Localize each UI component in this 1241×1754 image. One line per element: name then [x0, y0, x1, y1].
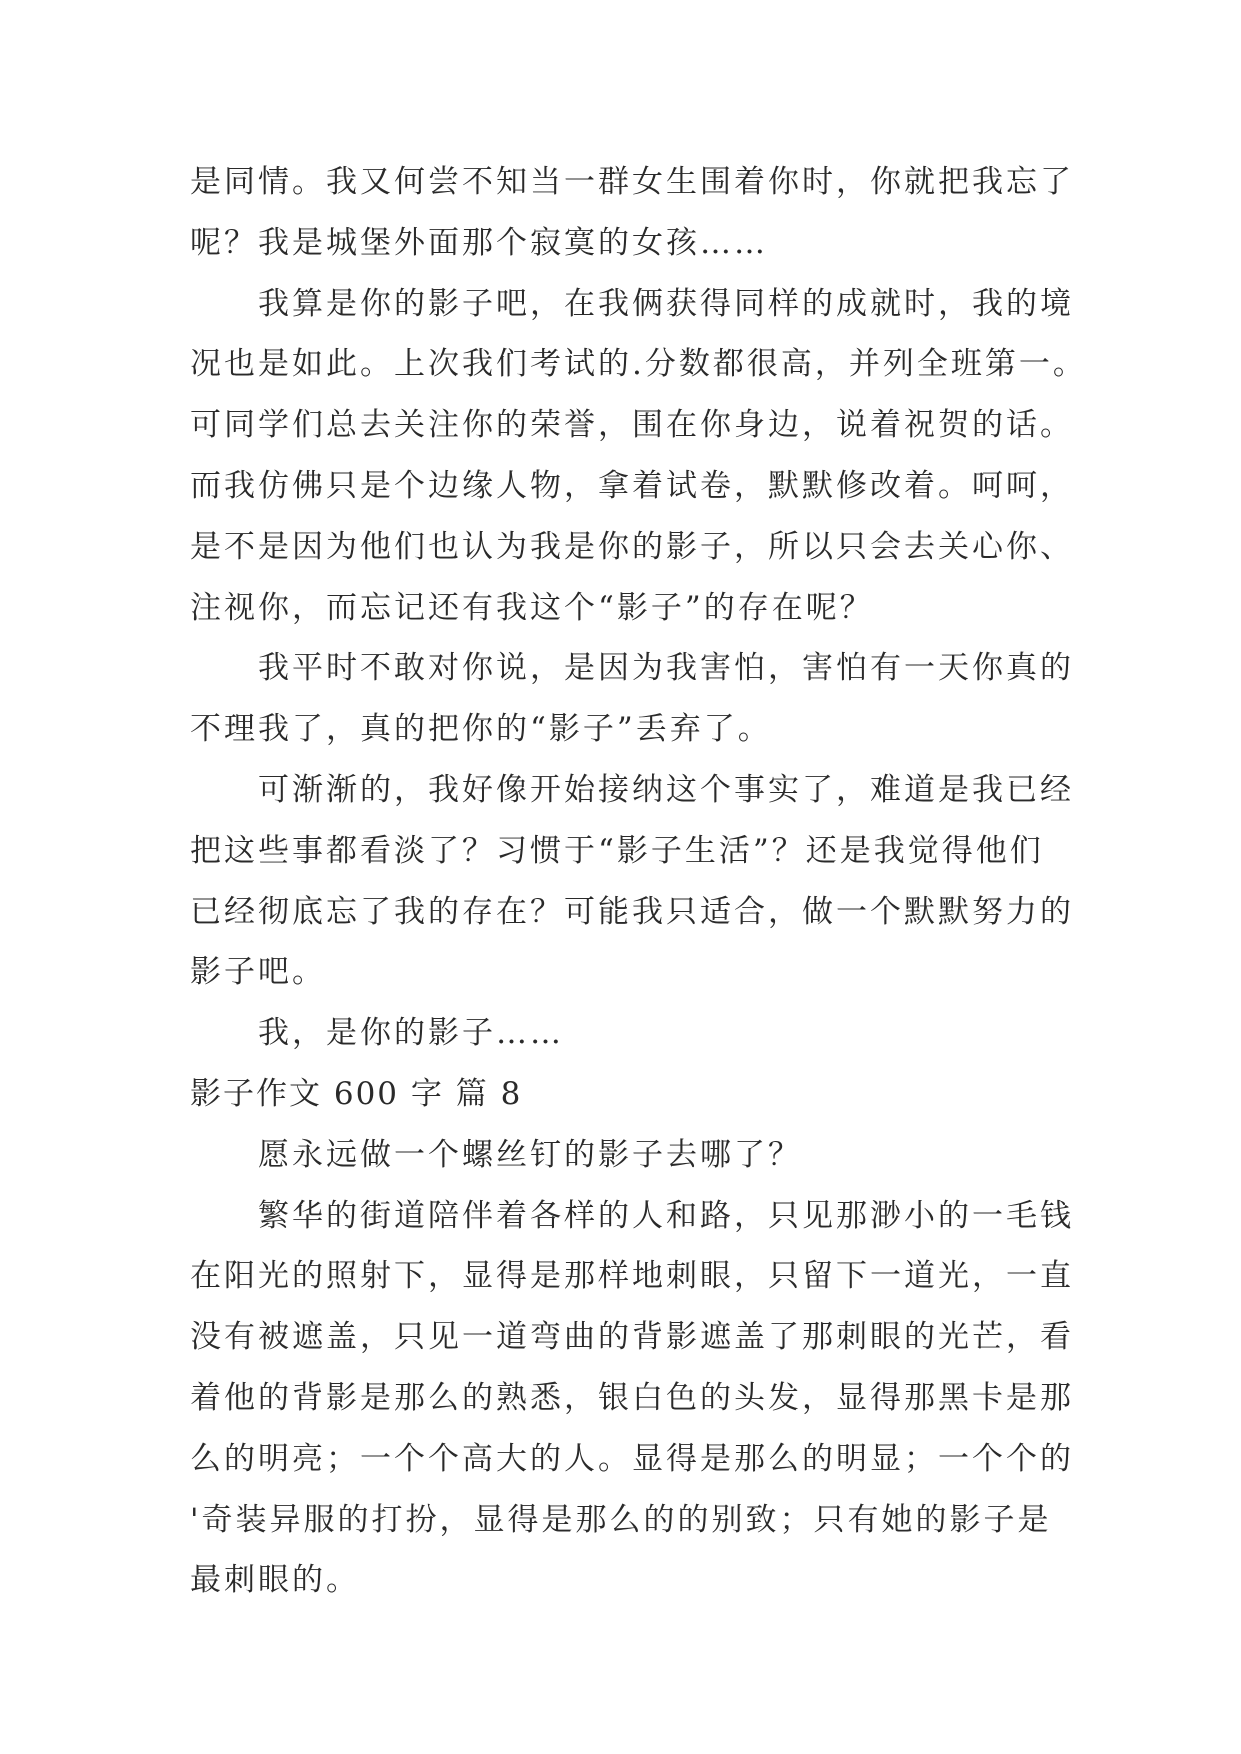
document-body: [190, 152, 1087, 1611]
text-line: 最刺眼的。: [190, 1562, 360, 1599]
text-line: 况也是如此。上次我们考试的.分数都很高，并列全班第一。: [190, 346, 1087, 383]
text-line: '奇装异服的打扮，显得是那么的的别致；只有她的影子是: [190, 1501, 1052, 1538]
paragraph-start-line: 我平时不敢对你说，是因为我害怕，害怕有一天你真的: [258, 650, 1074, 687]
paragraph-start-line: 可渐渐的，我好像开始接纳这个事实了，难道是我已经: [258, 771, 1074, 808]
text-line: 而我仿佛只是个边缘人物，拿着试卷，默默修改着。呵呵，: [190, 467, 1074, 504]
text-line: 把这些事都看淡了？习惯于“影子生活”？还是我觉得他们: [190, 832, 1044, 869]
text-line: 没有被遮盖，只见一道弯曲的背影遮盖了那刺眼的光芒，看: [190, 1319, 1074, 1356]
paragraph-start-line: 我算是你的影子吧，在我俩获得同样的成就时，我的境: [258, 285, 1074, 322]
text-line: 着他的背影是那么的熟悉，银白色的头发，显得那黑卡是那: [190, 1379, 1074, 1416]
text-line: 在阳光的照射下，显得是那样地刺眼，只留下一道光，一直: [190, 1258, 1074, 1295]
text-line: 注视你，而忘记还有我这个“影子”的存在呢？: [190, 589, 874, 626]
text-line: 呢？我是城堡外面那个寂寞的女孩……: [190, 224, 768, 261]
text-line: 不理我了，真的把你的“影子”丢弃了。: [190, 711, 772, 748]
section-heading: 影子作文 600 字 篇 8: [190, 1075, 523, 1112]
paragraph-start-line: 愿永远做一个螺丝钉的影子去哪了？: [258, 1136, 802, 1173]
text-line: 么的明亮；一个个高大的人。显得是那么的明显；一个个的: [190, 1440, 1074, 1477]
paragraph-start-line: 我，是你的影子……: [258, 1015, 564, 1052]
text-line: 是不是因为他们也认为我是你的影子，所以只会去关心你、: [190, 528, 1074, 565]
text-line: 是同情。我又何尝不知当一群女生围着你时，你就把我忘了: [190, 164, 1074, 200]
text-line: 可同学们总去关注你的荣誉，围在你身边，说着祝贺的话。: [190, 407, 1074, 444]
paragraph-start-line: 繁华的街道陪伴着各样的人和路，只见那渺小的一毛钱: [258, 1197, 1074, 1234]
text-line: 影子吧。: [190, 954, 326, 991]
text-line: 已经彻底忘了我的存在？可能我只适合，做一个默默努力的: [190, 893, 1074, 930]
